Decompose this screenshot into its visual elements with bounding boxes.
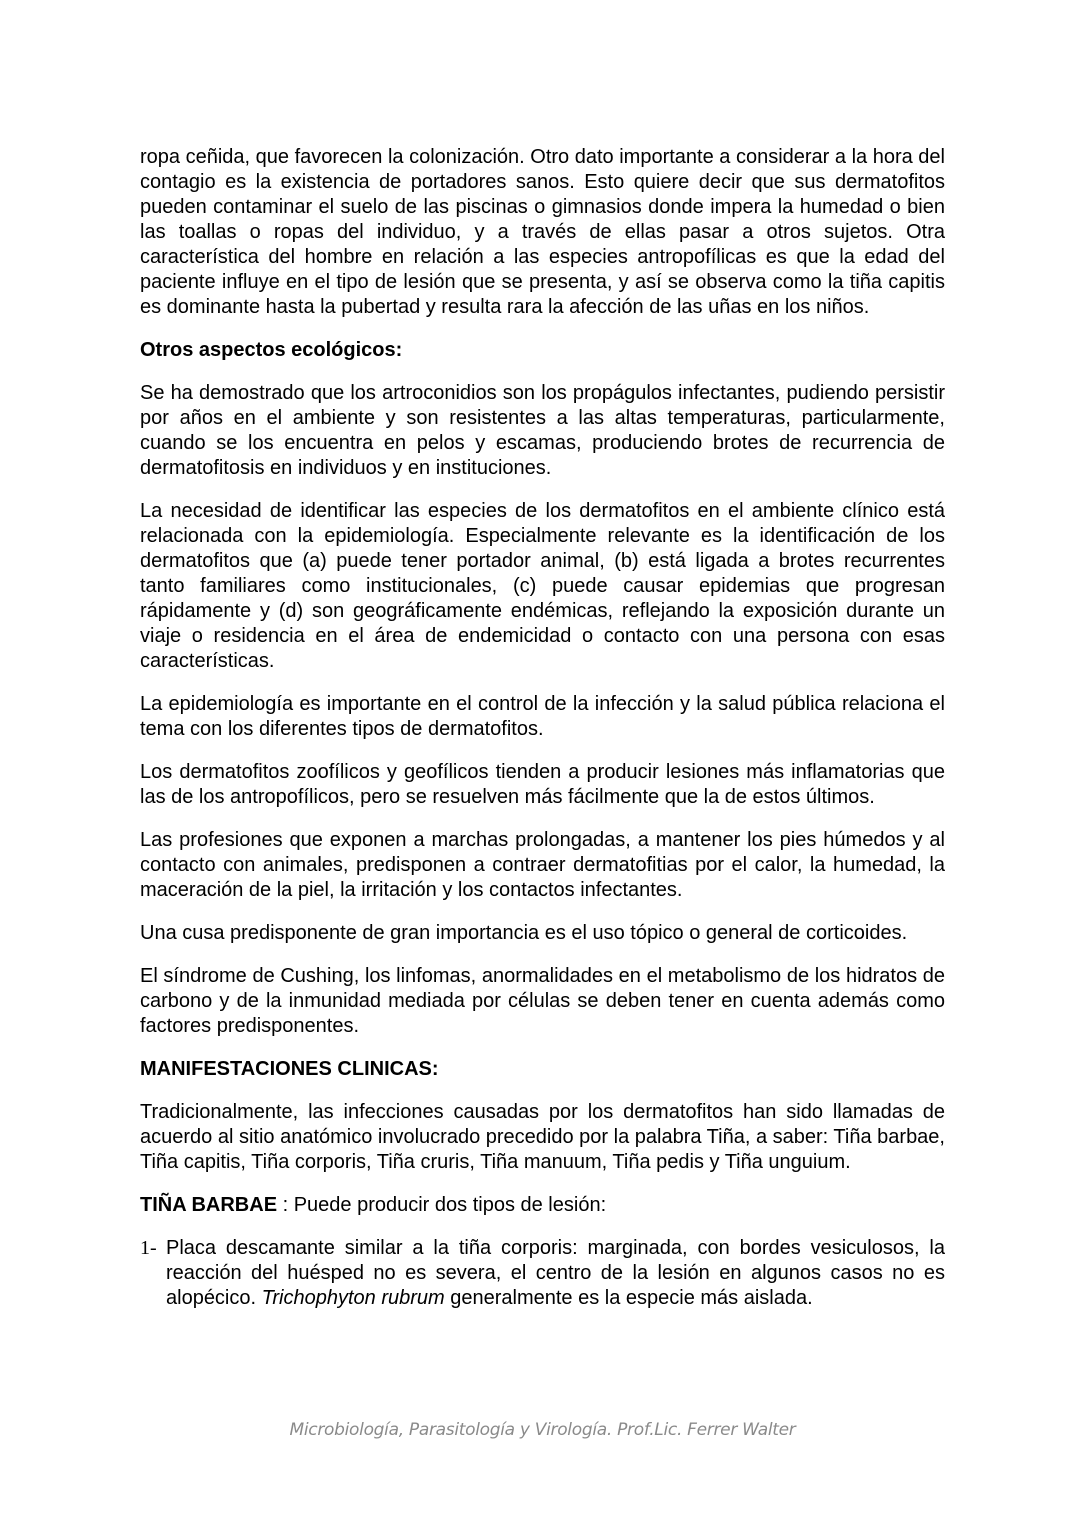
list-item-species: Trichophyton rubrum xyxy=(261,1287,445,1309)
list-item-number: 1- xyxy=(140,1237,157,1259)
paragraph-identificacion: La necesidad de identificar las especies de los dermatofitos en el ambiente clínico está relacionada con la epidemiología. Especialmente relevante es la identificación de los dermatofitos que (a) puede tener portador animal, (b) está ligada a brotes recurrentes tanto familiares como institucionales, (c) puede causar epidemias que progresan rápidamente y (d) son geográficamente endémicas, reflejando la exposición durante un viaje o residencia en el área de endemicidad o contacto con una persona con esas características. xyxy=(140,500,945,672)
paragraph-epidemiologia: La epidemiología es importante en el control de la infección y la salud pública relaciona el tema con los diferentes tipos de dermatofitos. xyxy=(140,693,945,740)
list-item-text-a: Placa descamante similar a la tiña corporis: marginada, con bordes vesiculosos, la reacción del huésped no es severa, el centro de la lesión en algunos casos no es alopécico. xyxy=(166,1237,945,1309)
paragraph-tradicionalmente: Tradicionalmente, las infecciones causadas por los dermatofitos han sido llamadas de acuerdo al sitio anatómico involucrado precedido por la palabra Tiña, a saber: Tiña barbae, Tiña capitis, Tiña corporis, Tiña cruris, Tiña manuum, Tiña pedis y Tiña unguium. xyxy=(140,1101,945,1173)
heading-tina-barbae xyxy=(140,1193,945,1218)
document-body xyxy=(140,145,945,1311)
paragraph-contagio: ropa ceñida, que favorecen la colonización. Otro dato importante a considerar a la hora del contagio es la existencia de portadores sanos. Esto quiere decir que sus dermatofitos pueden contaminar el suelo de las piscinas o gimnasios donde impera la humedad o bien las toallas o ropas del individuo, y a través de ellas pasar a otros sujetos. Otra característica del hombre en relación a las especies antropofílicas es que la edad del paciente influye en el tipo de lesión que se presenta, y así se observa como la tiña capitis es dominante hasta la pubertad y resulta rara la afección de las uñas en los niños. xyxy=(140,146,945,318)
paragraph-profesiones: Las profesiones que exponen a marchas prolongadas, a mantener los pies húmedos y al contacto con animales, predisponen a contraer dermatofitias por el calor, la humedad, la maceración de la piel, la irritación y los contactos infectantes. xyxy=(140,829,945,901)
list-item-text-b: generalmente es la especie más aislada. xyxy=(444,1287,813,1309)
list-item-text xyxy=(166,1236,945,1311)
heading-otros-aspectos: Otros aspectos ecológicos: xyxy=(140,339,403,361)
paragraph-zoofilicos: Los dermatofitos zoofílicos y geofílicos tienden a producir lesiones más inflamatorias que las de los antropofílicos, pero se resuelven más fácilmente que la de estos últimos. xyxy=(140,761,945,808)
heading-manifestaciones: MANIFESTACIONES CLINICAS: xyxy=(140,1058,439,1080)
paragraph-cushing: El síndrome de Cushing, los linfomas, anormalidades en el metabolismo de los hidratos de carbono y de la inmunidad mediada por células se deben tener en cuenta además como factores predisponentes. xyxy=(140,965,945,1037)
list-item-1 xyxy=(140,1236,945,1311)
paragraph-corticoides: Una cusa predisponente de gran importancia es el uso tópico o general de corticoides. xyxy=(140,922,908,944)
page-footer: Microbiología, Parasitología y Virología. Prof.Lic. Ferrer Walter xyxy=(289,1420,796,1440)
paragraph-artroconidios: Se ha demostrado que los artroconidios son los propágulos infectantes, pudiendo persistir por años en el ambiente y son resistentes a las altas temperaturas, particularmente, cuando se los encuentra en pelos y escamas, produciendo brotes de recurrencia de dermatofitosis en individuos y en instituciones. xyxy=(140,382,945,479)
heading-tina-barbae-rest: : Puede producir dos tipos de lesión: xyxy=(277,1194,607,1216)
heading-tina-barbae-bold: TIÑA BARBAE xyxy=(140,1194,278,1216)
